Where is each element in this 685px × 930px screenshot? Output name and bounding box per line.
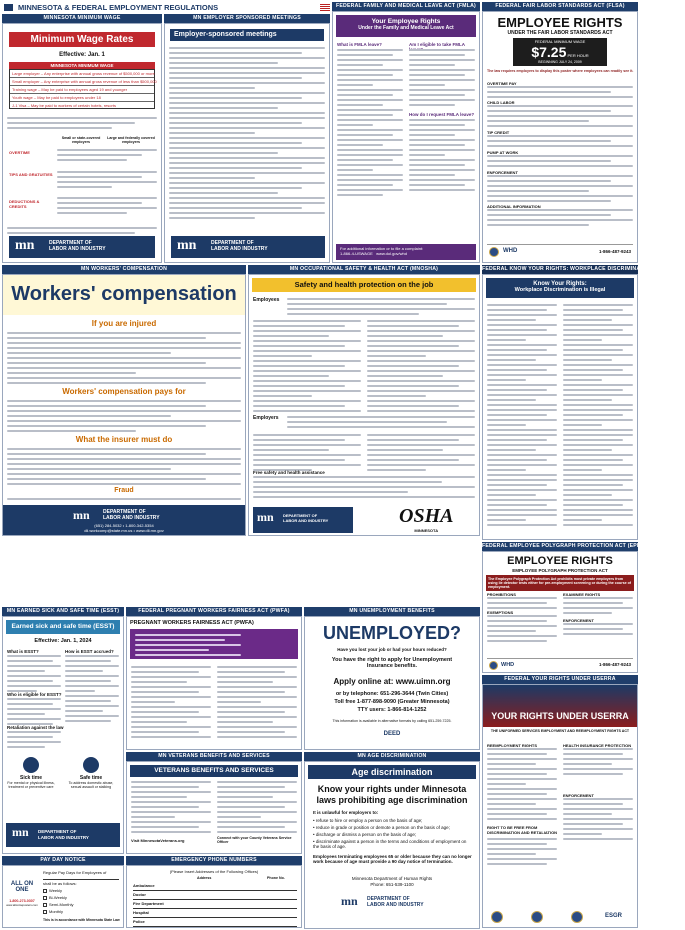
flsa-section: CHILD LABOR: [487, 100, 515, 105]
payday-line: Regular Pay Days for Employees of: [43, 870, 107, 875]
must-do-heading: What the insurer must do: [75, 435, 173, 444]
age-contact-phone: Phone: 651-539-1100: [370, 882, 414, 887]
osha-free-assistance: Free safety and health assistance: [253, 470, 325, 475]
esst-q: How is ESST accrued?: [65, 649, 114, 654]
emergency-row[interactable]: Doctor: [133, 892, 297, 900]
workers-comp-footer: mn DEPARTMENT OF LABOR AND INDUSTRY (651) 284-5032 • 1-800-342-5354 dli.workcomp@state.mn.us • www.dli.mn.gov: [3, 505, 245, 535]
emergency-col: Address: [197, 876, 212, 880]
workers-comp-title-band: [3, 275, 245, 315]
esst-title: Earned sick and safe time (ESST): [6, 620, 120, 634]
wage-row: Youth wage – May be paid to employees under 18: [10, 94, 154, 102]
mn-flag-icon: [4, 4, 13, 11]
veterans-title: VETERANS BENEFITS AND SERVICES: [130, 765, 298, 777]
sponsored-meetings-title: Employer-sponsored meetings: [170, 29, 324, 41]
userra-title: YOUR RIGHTS UNDER USERRA: [491, 711, 629, 721]
emergency-row[interactable]: Hospital: [133, 910, 297, 918]
wage-row: Training wage – May be paid to employees aged 19 and younger: [10, 86, 154, 94]
eeo-header: FEDERAL KNOW YOUR RIGHTS: WORKPLACE DISCRIMINATION IS ILLEGAL: [482, 266, 685, 272]
flsa-footer: WHD 1-866-487-9243: [487, 244, 633, 258]
fmla-q3: How do I request FMLA leave?: [409, 112, 475, 117]
banner-title: MINNESOTA & FEDERAL EMPLOYMENT REGULATIONS: [18, 3, 219, 12]
osc-seal-icon: [571, 911, 583, 923]
age-subtitle: Know your rights under Minnesota: [317, 784, 467, 794]
unemployment-question: Have you lost your job or had your hours reduced?: [337, 647, 447, 652]
fmla-panel: [332, 11, 480, 263]
dli-logo: mn DEPARTMENT OF LABOR AND INDUSTRY: [253, 507, 353, 533]
safe-time-desc: To address domestic abuse, sexual assault or stalking: [68, 781, 114, 789]
wage-row: J-1 Visa – May be paid to workers of certain hotels, resorts: [12, 103, 116, 108]
sick-time-desc: For mental or physical illness, treatment or preventive care: [7, 781, 55, 789]
tips-label: TIPS AND GRATUITIES: [9, 172, 53, 177]
workers-comp-title: Workers' compensation: [11, 283, 237, 305]
payday-option[interactable]: Weekly: [43, 888, 62, 893]
age-title: Age discrimination: [308, 765, 476, 779]
userra-section: RIGHT TO BE FREE FROM DISCRIMINATION AND RETALIATION: [487, 825, 558, 835]
overtime-label: OVERTIME: [9, 150, 30, 155]
fmla-footer: For additional information or to file a complaint: 1-866-4-USWAGE www.dol.gov/whd: [336, 244, 476, 260]
payday-panel: [2, 865, 124, 928]
wage-row: Small employer – Any enterprise with annual gross revenue of less than $500,000: [12, 79, 157, 84]
age-subtitle: laws prohibiting age discrimination: [316, 795, 468, 805]
esst-q: Retaliation against the law: [7, 725, 64, 730]
minimum-wage-box-header: MINNESOTA MINIMUM WAGE: [9, 62, 155, 69]
safe-time-label: Safe time: [79, 775, 103, 781]
osha-panel: [248, 274, 480, 536]
sick-time-icon: [23, 757, 39, 773]
flsa-section: ADDITIONAL INFORMATION: [487, 204, 541, 209]
age-contact: Minnesota Department of Human Rights: [351, 876, 433, 881]
dol-seal-icon: [489, 661, 498, 670]
emergency-header: EMERGENCY PHONE NUMBERS: [126, 856, 302, 865]
workers-comp-header: MN WORKERS' COMPENSATION: [2, 265, 246, 274]
flsa-notice: The law requires employers to display this poster where employees can readily see it.: [487, 69, 634, 73]
flsa-wage-box: FEDERAL MINIMUM WAGE $7.25 PER HOUR BEGINNING JULY 24, 2009: [513, 38, 607, 66]
osha-header: MN OCCUPATIONAL SAFETY & HEALTH ACT (MNOSHA): [248, 265, 480, 274]
fraud-heading: Fraud: [114, 487, 134, 494]
eeo-panel: [482, 274, 638, 540]
userra-panel: [482, 684, 638, 928]
userra-section: HEALTH INSURANCE PROTECTION: [563, 743, 632, 748]
dli-logo: mn DEPARTMENT OF LABOR AND INDUSTRY: [171, 236, 325, 258]
unemployment-phone: or by telephone: 651-296-3644 (Twin Cities): [335, 691, 449, 697]
pwfa-header: FEDERAL PREGNANT WORKERS FAIRNESS ACT (PWFA): [126, 607, 302, 616]
dli-logo: mn DEPARTMENT OF LABOR AND INDUSTRY: [9, 236, 155, 258]
payday-option[interactable]: Monthly: [43, 909, 63, 914]
eppa-intro: The Employee Polygraph Protection Act prohibits most private employers from using lie detector tests either for pre-employment screening or during the course of employment.: [486, 575, 634, 591]
flsa-title: EMPLOYEE RIGHTS: [497, 15, 623, 30]
safe-time-icon: [83, 757, 99, 773]
payday-line: shall be as follows:: [43, 881, 77, 886]
eppa-header: FEDERAL EMPLOYEE POLYGRAPH PROTECTION ACT (EPPA): [482, 543, 647, 549]
flsa-section: TIP CREDIT: [487, 130, 510, 135]
esst-panel: [2, 616, 124, 854]
fmla-title-box: [336, 15, 476, 37]
userra-seals: [487, 909, 633, 925]
flsa-panel: [482, 11, 638, 263]
eppa-section: ENFORCEMENT: [563, 618, 594, 623]
flsa-wage: $7.25: [531, 44, 567, 60]
payday-option[interactable]: Bi-Weekly: [43, 895, 67, 900]
age-bullet: • refuse to hire or employ a person on the basis of age;: [313, 818, 423, 823]
eppa-section: EXEMPTIONS: [487, 610, 514, 615]
col-large-employers: Large and federally covered employers: [107, 136, 155, 144]
age-bullet: • discharge or dismiss a person on the basis of age;: [313, 832, 417, 837]
age-intro: It is unlawful for employers to:: [313, 810, 379, 815]
emergency-note: (Please Insert Addresses of the Following Offices): [169, 869, 259, 874]
fmla-title: Your Employee Rights: [371, 18, 441, 25]
pwfa-title: PREGNANT WORKERS FAIRNESS ACT (PWFA): [130, 620, 254, 626]
wage-row: Large employer – Any enterprise with annual gross revenue of $500,000 or more: [12, 71, 155, 76]
emergency-col: Phone No.: [267, 876, 285, 880]
sponsored-meetings-header: MN EMPLOYER SPONSORED MEETINGS: [164, 14, 330, 23]
emergency-panel: [126, 865, 302, 928]
fmla-q2: Am I eligible to take FMLA: [409, 42, 465, 47]
emergency-row[interactable]: Police: [133, 919, 297, 927]
dol-seal-icon: [491, 911, 503, 923]
eppa-footer: WHD 1-866-487-9243: [487, 658, 633, 671]
flsa-section: PUMP AT WORK: [487, 150, 519, 155]
pwfa-panel: [126, 616, 302, 750]
veterans-header: MN VETERANS BENEFITS AND SERVICES: [126, 752, 302, 761]
emergency-row[interactable]: Fire Department: [133, 901, 297, 909]
payday-employer-field[interactable]: [43, 876, 119, 880]
if-injured-heading: If you are injured: [91, 319, 157, 328]
unemployment-apply[interactable]: Apply online at: www.uimn.org: [333, 677, 451, 686]
age-header: MN AGE DISCRIMINATION: [304, 752, 480, 761]
minimum-wage-notes: [7, 114, 157, 132]
sick-time-label: Sick time: [20, 775, 42, 781]
osha-employers-label: Employers: [253, 415, 279, 421]
eeo-title-box: Know Your Rights: Workplace Discrimination is Illegal: [486, 278, 634, 298]
fmla-header: FEDERAL FAMILY AND MEDICAL LEAVE ACT (FMLA): [332, 2, 480, 11]
minimum-wage-effective: Effective: Jan. 1: [59, 52, 105, 58]
top-banner: [2, 2, 332, 13]
esst-q: What is ESST?: [7, 649, 39, 654]
osha-logo: OSHA MINNESOTA: [399, 505, 454, 533]
dol-seal-icon: [489, 247, 499, 257]
us-flag-icon: [320, 4, 330, 11]
veterans-visit[interactable]: Visit MinnesotaVeterans.org: [131, 838, 185, 843]
flsa-section: OVERTIME PAY: [487, 81, 517, 86]
pays-for-heading: Workers' compensation pays for: [62, 387, 186, 396]
esst-effective: Effective: Jan. 1, 2024: [34, 638, 92, 644]
esst-header: MN EARNED SICK AND SAFE TIME (ESST): [2, 607, 124, 616]
unemployment-tty: TTY users: 1-866-814-1252: [357, 707, 427, 713]
emergency-row[interactable]: Ambulance: [133, 883, 297, 891]
payday-footer: This is in accordance with Minnesota State Law: [43, 918, 120, 922]
age-bullet: • discriminate against a person in the terms and conditions of employment on the basis of age.: [313, 839, 467, 849]
unemployment-phone: Toll free 1-877-898-9090 (Greater Minnesota): [334, 699, 450, 705]
age-panel: [304, 761, 480, 929]
sponsored-meetings-panel: [164, 23, 330, 263]
veterans-panel: [126, 761, 302, 854]
eppa-section: PROHIBITIONS: [487, 592, 516, 597]
unemployment-panel: [304, 616, 480, 750]
eppa-panel: [482, 551, 638, 673]
osha-title: Safety and health protection on the job: [252, 278, 476, 292]
payday-option[interactable]: Semi-Monthly: [43, 902, 73, 907]
veterans-connect: Connect with your County Veterans Service Officer: [217, 836, 292, 844]
osha-employees-label: Employees: [253, 297, 280, 303]
flsa-section: ENFORCEMENT: [487, 170, 518, 175]
unemployment-right: You have the right to apply for Unemployment Insurance benefits.: [331, 657, 453, 669]
fmla-q1: What is FMLA leave?: [337, 42, 382, 47]
esgr-logo: ESGR: [605, 913, 623, 919]
unemployment-header: MN UNEMPLOYMENT BENEFITS: [304, 607, 480, 616]
doj-seal-icon: [531, 911, 543, 923]
userra-header: FEDERAL YOUR RIGHTS UNDER USERRA: [482, 675, 638, 684]
dli-logo: mn DEPARTMENT OF LABOR AND INDUSTRY: [6, 823, 120, 847]
deed-logo: DEED: [345, 729, 439, 743]
userra-subtitle: THE UNIFORMED SERVICES EMPLOYMENT AND REEMPLOYMENT RIGHTS ACT: [490, 729, 630, 733]
minimum-wage-header: MINNESOTA MINIMUM WAGE: [2, 14, 162, 23]
age-bullet: • reduce in grade or position or demote a person on the basis of age;: [313, 825, 450, 830]
eppa-section: EXAMINEE RIGHTS: [563, 592, 601, 597]
esst-q: Who is eligible for ESST?: [7, 692, 62, 697]
unemployment-footer: This information is available in alternative formats by calling 651-259-7225.: [332, 719, 452, 723]
flsa-subtitle: UNDER THE FAIR LABOR STANDARDS ACT: [507, 30, 613, 36]
unemployment-title: UNEMPLOYED?: [322, 623, 461, 643]
age-retire: Employees terminating employees 65 or older because they can no longer work because of age must provide a 90 day notice of termination.: [313, 854, 472, 864]
allonone-logo: ALL ON ONE 1-800-273-0307 www.allonnieposters.com: [6, 881, 38, 907]
eppa-subtitle: EMPLOYEE POLYGRAPH PROTECTION ACT: [512, 568, 608, 573]
payday-header: PAY DAY NOTICE: [2, 856, 124, 865]
minimum-wage-panel: [2, 23, 162, 263]
whd-logo: WHD: [503, 248, 518, 254]
userra-section: REEMPLOYMENT RIGHTS: [487, 743, 538, 748]
minimum-wage-title: Minimum Wage Rates: [9, 32, 155, 47]
col-small-employers: Small or state-covered employers: [61, 136, 101, 144]
workers-comp-panel: [2, 274, 246, 536]
eppa-title: EMPLOYEE RIGHTS: [507, 555, 613, 567]
userra-section: ENFORCEMENT: [563, 793, 594, 798]
minimum-wage-table: [9, 69, 155, 109]
flsa-header: FEDERAL FAIR LABOR STANDARDS ACT (FLSA): [482, 2, 638, 11]
deductions-label: DEDUCTIONS & CREDITS: [9, 199, 40, 209]
dli-logo: mn DEPARTMENT OF LABOR AND INDUSTRY: [335, 894, 449, 912]
fmla-subtitle: Under the Family and Medical Leave Act: [358, 25, 454, 31]
